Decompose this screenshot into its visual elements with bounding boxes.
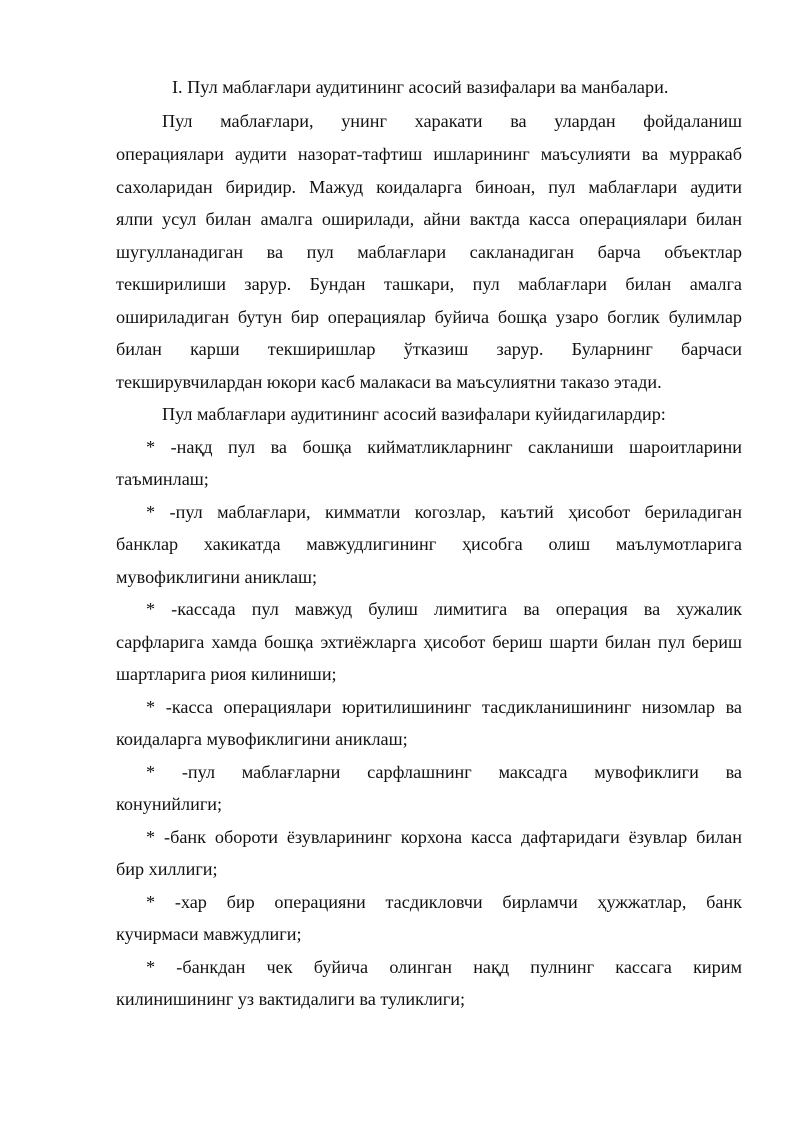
paragraph-line: билан карши текширишлар ўтказиш зарур. Буларнинг барчаси <box>116 339 742 359</box>
list-item-cont: шартларига риоя килиниши; <box>116 664 337 684</box>
list-item-cont: бир хиллиги; <box>116 859 218 879</box>
list-item-cont: банклар хакикатда мавжудлигининг ҳисобга олиш маълумотларига <box>116 534 742 554</box>
list-item: * -пул маблағлари, кимматли когозлар, каътий ҳисобот бериладиган <box>146 502 742 522</box>
list-item: * -пул маблағларни сарфлашнинг максадга мувофиклиги ва <box>146 762 742 782</box>
list-item: * -банкдан чек буйича олинган нақд пулнинг кассага кирим <box>146 957 742 977</box>
list-item-cont: таъминлаш; <box>116 469 209 489</box>
list-item-cont: конунийлиги; <box>116 794 223 814</box>
paragraph-line: сахоларидан биридир. Мажуд коидаларга биноан, пул маблағлари аудити <box>116 177 742 197</box>
list-item: * -хар бир операцияни тасдикловчи бирламчи ҳужжатлар, банк <box>146 892 742 912</box>
list-item-cont: сарфларига хамда бошқа эхтиёжларга ҳисобот бериш шарти билан пул бериш <box>116 632 742 652</box>
paragraph-line: текширилиши зарур. Бундан ташкари, пул маблағлари билан амалга <box>116 274 742 294</box>
paragraph-line: Пул маблағлари, унинг харакати ва улардан фойдаланиш <box>162 111 742 131</box>
list-item: * -кассада пул мавжуд булиш лимитига ва операция ва хужалик <box>146 599 742 619</box>
list-item-cont: килинишининг уз вактидалиги ва туликлиги; <box>116 989 466 1009</box>
paragraph-line: ошириладиган бутун бир операциялар буйича бошқа узаро боглик булимлар <box>116 307 742 327</box>
list-item: * -касса операциялари юритилишининг тасдикланишининг низомлар ва <box>146 697 742 717</box>
list-item-cont: коидаларга мувофиклигини аниклаш; <box>116 729 408 749</box>
list-intro: Пул маблағлари аудитининг асосий вазифалари куйидагилардир: <box>162 404 666 424</box>
paragraph-line: текширувчилардан юкори касб малакаси ва маъсулиятни таказо этади. <box>116 372 662 392</box>
section-heading: I. Пул маблағлари аудитининг асосий вазифалари ва манбалари. <box>172 77 669 97</box>
list-item: * -нақд пул ва бошқа кийматликларнинг сакланиши шароитларини <box>146 437 742 457</box>
list-item-cont: мувофиклигини аниклаш; <box>116 567 318 587</box>
paragraph-line: операциялари аудити назорат-тафтиш ишларининг маъсулияти ва мурракаб <box>116 144 742 164</box>
list-item: * -банк обороти ёзувларининг корхона касса дафтаридаги ёзувлар билан <box>146 827 742 847</box>
list-item-cont: кучирмаси мавжудлиги; <box>116 924 302 944</box>
paragraph-line: ялпи усул билан амалга оширилади, айни вактда касса операциялари билан <box>116 209 742 229</box>
paragraph-line: шугулланадиган ва пул маблағлари сакланадиган барча объектлар <box>116 242 742 262</box>
